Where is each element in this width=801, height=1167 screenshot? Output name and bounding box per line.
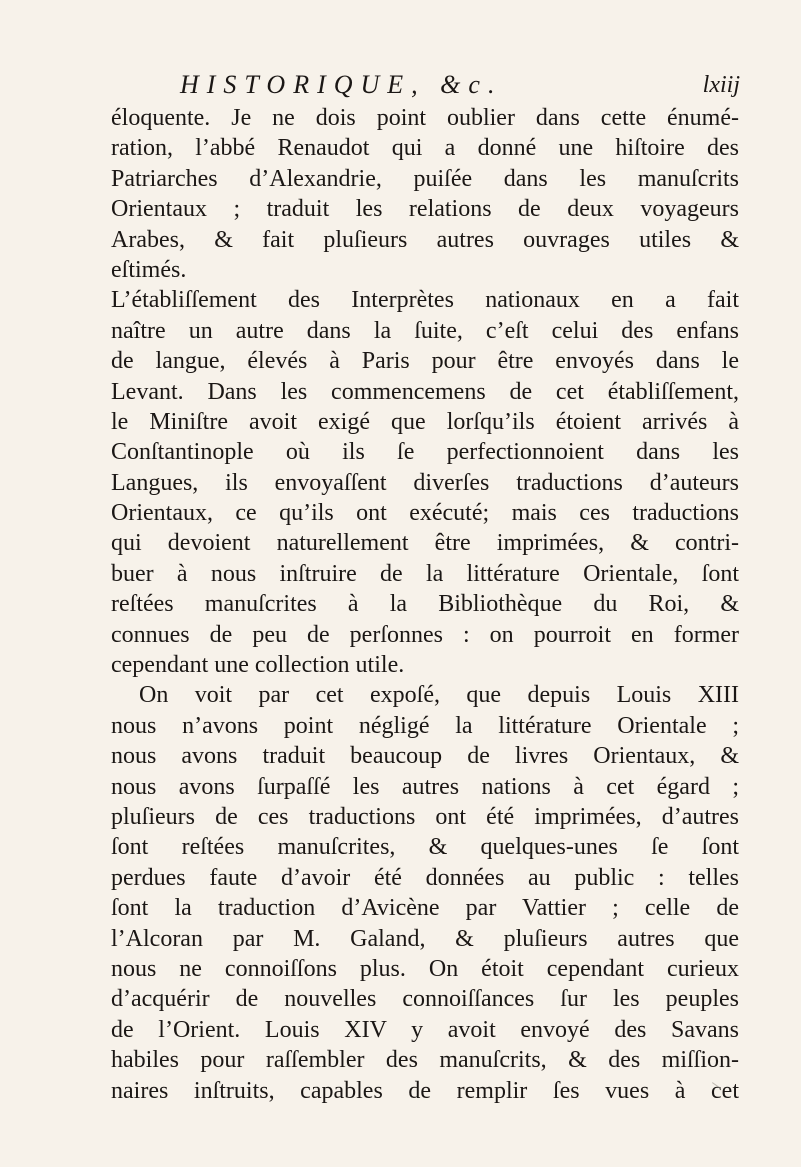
page-header (180, 70, 740, 100)
text-line: reſtées manuſcrites à la Bibliothèque du Roi, & (111, 591, 739, 618)
text-line: Arabes, & fait pluſieurs autres ouvrages utiles & (111, 226, 739, 253)
text-line: qui devoient naturellement être imprimées, & contri- (111, 530, 739, 557)
text-line: Levant. Dans les commencemens de cet établiſſement, (111, 378, 739, 405)
text-line: On voit par cet expoſé, que depuis Louis XIII (139, 682, 739, 709)
text-line: de l’Orient. Louis XIV y avoit envoyé des Savans (111, 1016, 739, 1043)
text-line: eſtimés. (111, 256, 187, 283)
text-line: ſont la traduction d’Avicène par Vattier ; celle de (111, 895, 739, 922)
text-line: pluſieurs de ces traductions ont été imprimées, d’autres (111, 803, 739, 830)
text-line: L’établiſſement des Interprètes nationaux en a fait (111, 287, 739, 314)
text-line: nous avons traduit beaucoup de livres Orientaux, & (111, 743, 739, 770)
text-line: éloquente. Je ne dois point oublier dans cette énumé- (111, 105, 739, 131)
text-line: Orientaux, ce qu’ils ont exécuté; mais ces traductions (111, 500, 739, 527)
text-line: le Miniſtre avoit exigé que lorſqu’ils étoient arrivés à (111, 408, 739, 435)
text-line: d’acquérir de nouvelles connoiſſances ſur les peuples (111, 986, 739, 1013)
text-line: ſont reſtées manuſcrites, & quelques-unes ſe ſont (111, 834, 739, 861)
text-line: buer à nous inſtruire de la littérature Orientale, ſont (111, 560, 739, 587)
text-line: l’Alcoran par M. Galand, & pluſieurs autres que (111, 925, 739, 952)
text-line: ration, l’abbé Renaudot qui a donné une hiſtoire des (111, 135, 739, 162)
page-number: lxiij (702, 72, 740, 98)
text-line: perdues faute d’avoir été données au public : telles (111, 864, 739, 891)
text-line: nous n’avons point négligé la littérature Orientale ; (111, 712, 739, 739)
text-line: cependant une collection utile. (111, 652, 405, 679)
text-line: Orientaux ; traduit les relations de deux voyageurs (111, 196, 739, 223)
body-text (111, 103, 739, 1104)
text-line: nous avons ſurpaſſé les autres nations à cet égard ; (111, 773, 739, 800)
text-line: habiles pour raſſembler des manuſcrits, & des miſſion- (111, 1047, 739, 1074)
text-line: Conſtantinople où ils ſe perfectionnoient dans les (111, 439, 739, 466)
running-head: HISTORIQUE, &c. (180, 70, 503, 99)
text-line: connues de peu de perſonnes : on pourroit en former (111, 621, 739, 648)
text-line: de langue, élevés à Paris pour être envoyés dans le (111, 348, 739, 375)
text-line: naître un autre dans la ſuite, c’eſt celui des enfans (111, 317, 739, 344)
text-line: Patriarches d’Alexandrie, puiſée dans les manuſcrits (111, 165, 739, 192)
text-line: nous ne connoiſſons plus. On étoit cependant curieux (111, 955, 739, 982)
text-line: naires inſtruits, capables de remplir ſes vues à cet (111, 1077, 739, 1104)
text-line: Langues, ils envoyaſſent diverſes traductions d’auteurs (111, 469, 739, 496)
